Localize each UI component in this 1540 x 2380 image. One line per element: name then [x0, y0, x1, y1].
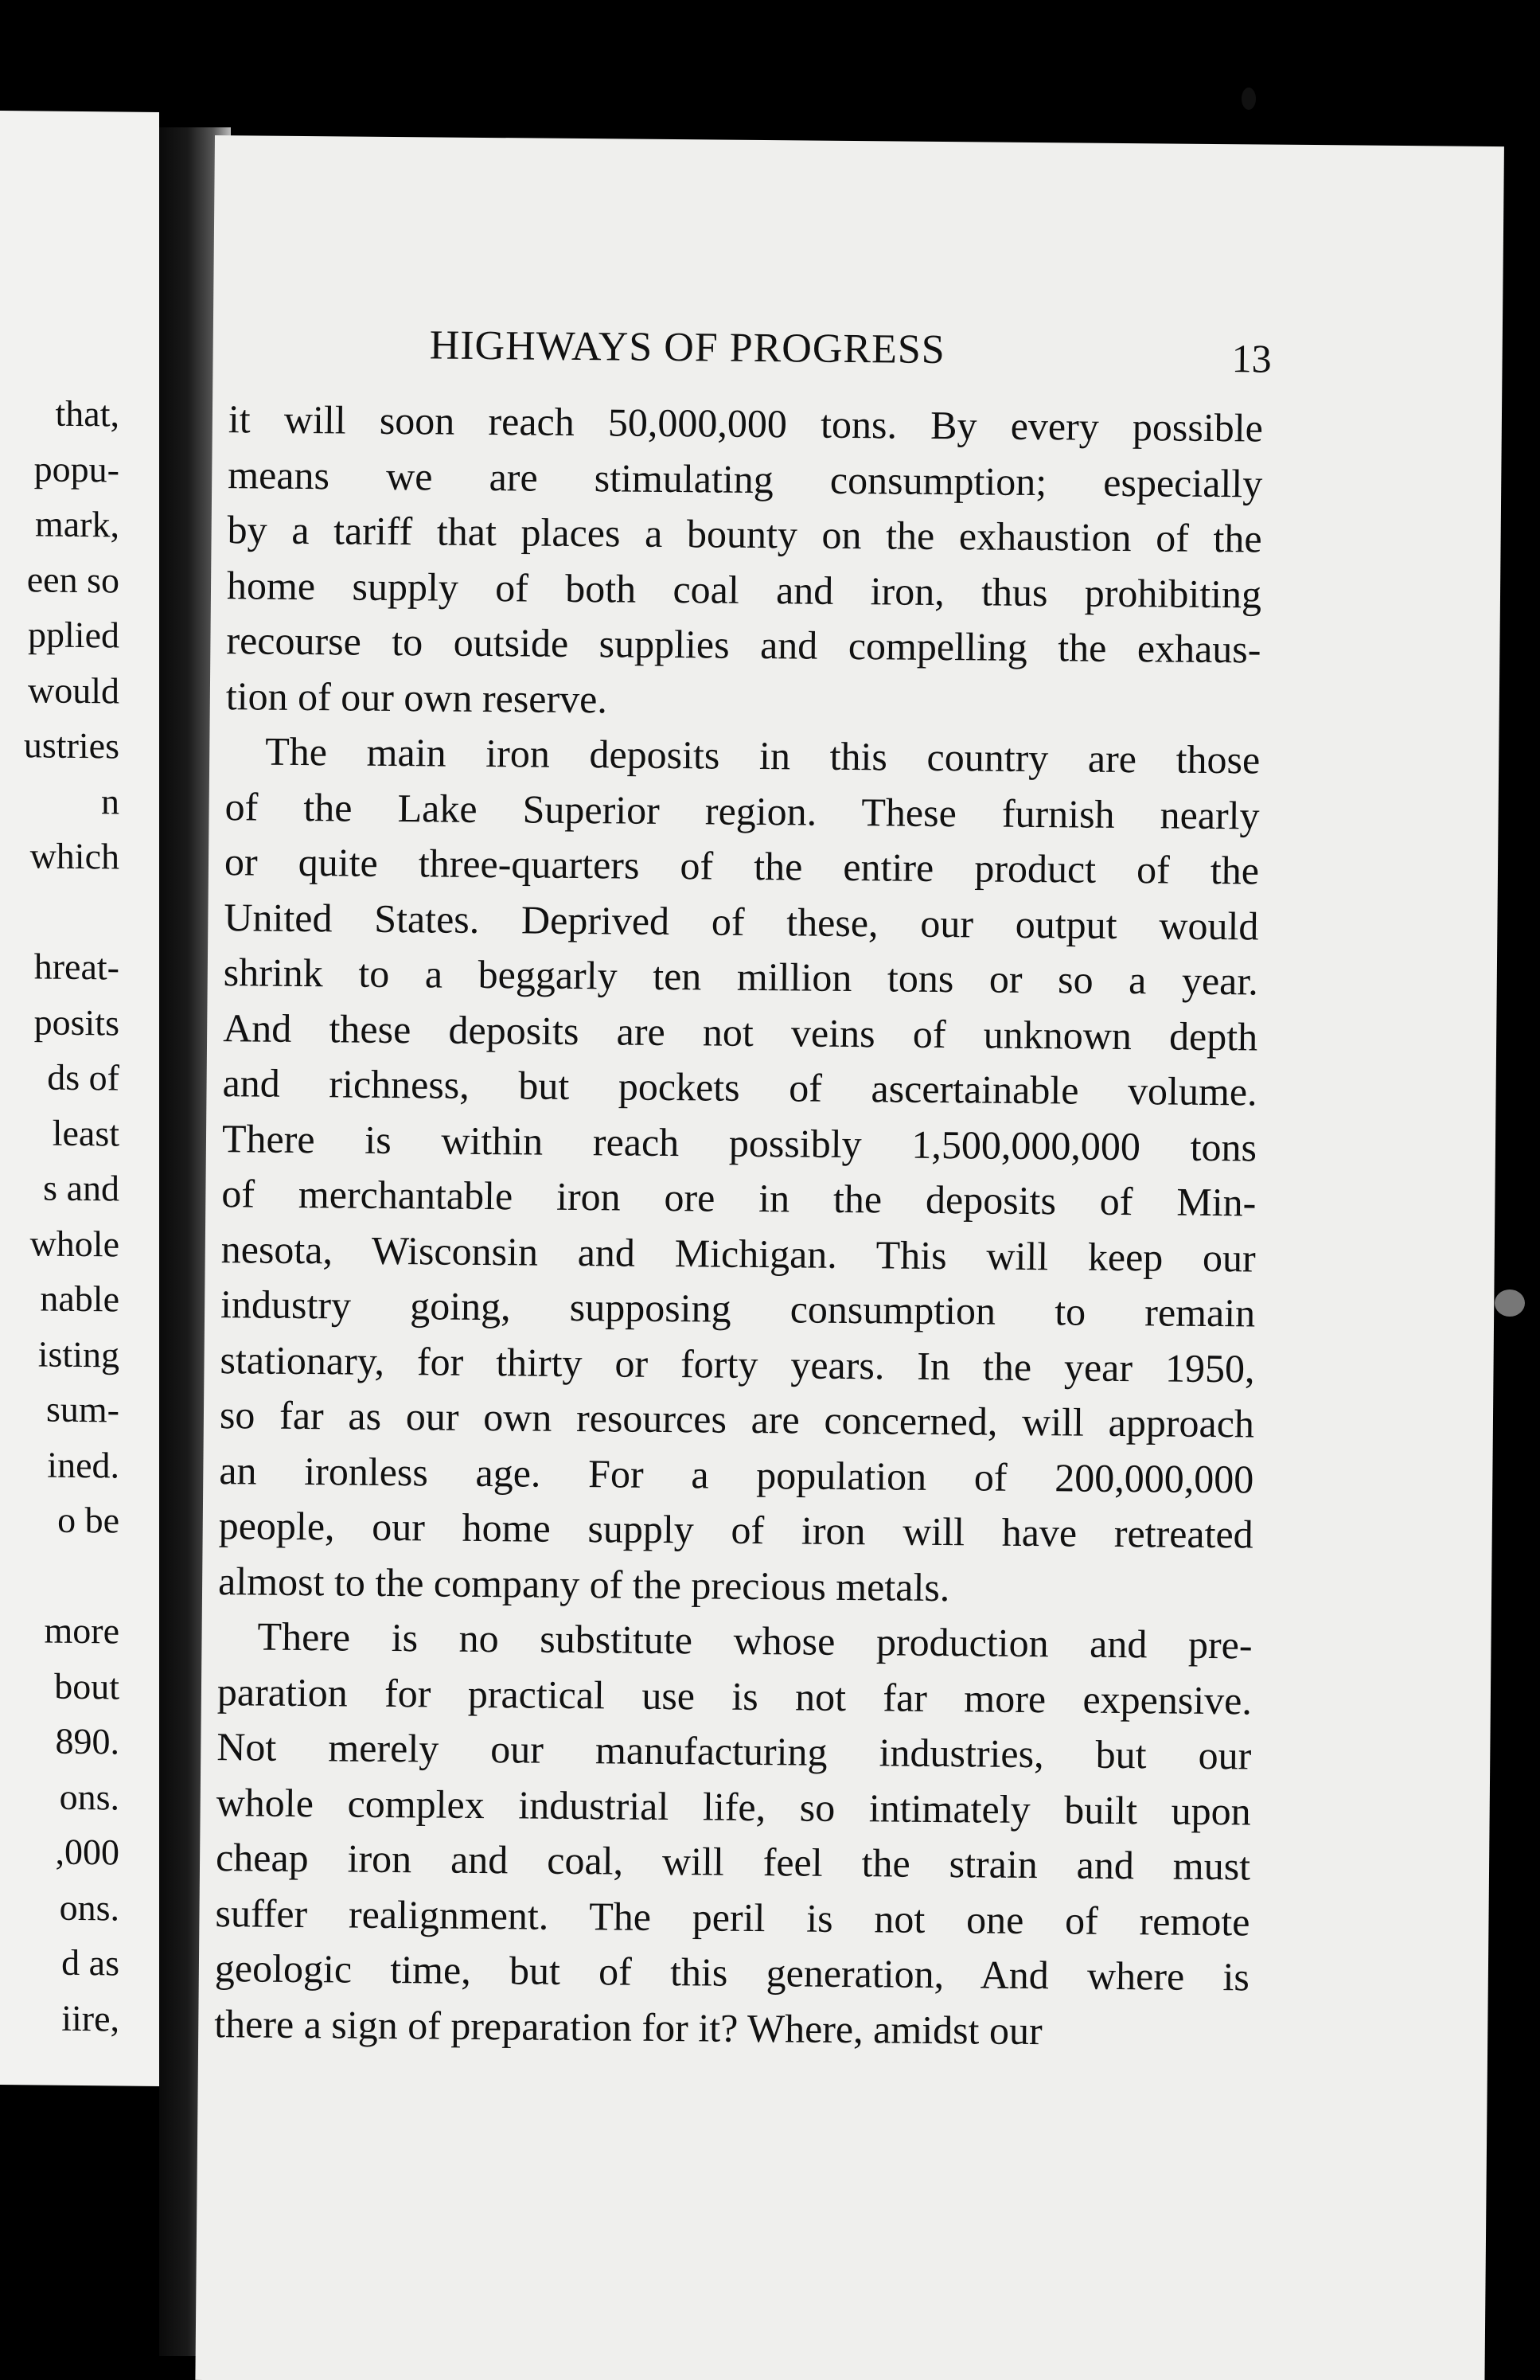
text-line: Not merely our manufacturing industries, but our [216, 1724, 1252, 1778]
ink-speck [1495, 1289, 1525, 1317]
left-page-line: ustries [23, 724, 119, 767]
ink-speck [1242, 88, 1256, 110]
text-line: it will soon reach 50,000,000 tons. By every possible [228, 396, 1264, 451]
text-line: recourse to outside supplies and compelling the exhaus- [226, 618, 1261, 672]
text-line: paration for practical use is not far more expensive. [216, 1668, 1253, 1723]
left-page-line: o be [57, 1499, 119, 1541]
left-page-line: bout [54, 1665, 119, 1707]
running-head: HIGHWAYS OF PROGRESS [429, 322, 945, 373]
left-page-line: isting [37, 1332, 119, 1375]
text-line: of merchantable iron ore in the deposits of Min- [221, 1171, 1257, 1225]
text-line: The main iron deposits in this country are those [265, 728, 1261, 782]
left-page-line: 890. [55, 1720, 119, 1762]
body-text [214, 392, 1263, 2060]
page-number: 13 [1231, 336, 1272, 381]
text-line: There is within reach possibly 1,500,000,000 tons [221, 1115, 1257, 1169]
text-line: geologic time, but of this generation, And where is [214, 1945, 1250, 2000]
text-line: cheap iron and coal, will feel the strain and must [215, 1835, 1251, 1889]
text-line: whole complex industrial life, so intimately built upon [216, 1779, 1251, 1833]
text-line: nesota, Wisconsin and Michigan. This will keep our [220, 1226, 1256, 1280]
left-page-line: mark, [34, 503, 119, 545]
text-line: almost to the company of the precious metals. [217, 1558, 950, 1609]
left-page-text [0, 385, 119, 2046]
text-line: there a sign of preparation for it? Where, amidst our [214, 2000, 1043, 2053]
left-page-line: which [29, 835, 119, 877]
text-line: so far as our own resources are concerned, will approach [219, 1392, 1255, 1446]
left-page-line: nable [40, 1278, 119, 1320]
right-page [195, 135, 1504, 2380]
left-page-line: ons. [59, 1886, 119, 1929]
text-line: by a tariff that places a bounty on the exhaustion of the [227, 507, 1262, 561]
text-line: home supply of both coal and iron, thus prohibiting [226, 562, 1262, 616]
text-line: suffer realignment. The peril is not one of remote [215, 1890, 1250, 1944]
left-facing-page [0, 111, 159, 2086]
left-page-line: posits [33, 1001, 119, 1044]
text-line: And these deposits are not veins of unknown depth [222, 1005, 1258, 1059]
left-page-line [0, 883, 119, 939]
left-page-line: sum- [46, 1388, 119, 1430]
left-page-line: popu- [33, 447, 119, 490]
left-page-line: n [101, 780, 119, 822]
left-page-line: would [28, 669, 119, 712]
left-page-line: hreat- [33, 946, 119, 988]
left-page-line: ,000 [55, 1831, 119, 1873]
left-page-line: least [52, 1112, 119, 1154]
text-line: There is no substitute whose production and pre- [257, 1613, 1253, 1668]
left-page-line: ds of [47, 1056, 119, 1098]
left-page-line: that, [55, 392, 119, 435]
left-page-line: ined. [47, 1444, 119, 1486]
left-page-line: more [44, 1609, 119, 1652]
left-page-line: pplied [28, 614, 119, 656]
text-line: and richness, but pockets of ascertainable volume. [222, 1060, 1257, 1114]
text-line: of the Lake Superior region. These furnish nearly [224, 783, 1260, 837]
left-page-line: whole [29, 1222, 119, 1265]
left-page-line: iire, [61, 1997, 119, 2039]
text-line: means we are stimulating consumption; especially [228, 451, 1263, 506]
text-line: stationary, for thirty or forty years. In the year 1950, [220, 1336, 1255, 1391]
text-line: an ironless age. For a population of 200,000,000 [219, 1447, 1254, 1501]
page-header [212, 320, 1503, 387]
text-line: people, our home supply of iron will have retreated [218, 1503, 1253, 1557]
text-line: tion of our own reserve. [225, 673, 608, 721]
text-line: industry going, supposing consumption to remain [220, 1282, 1256, 1336]
left-page-line: een so [26, 558, 119, 601]
left-page-line: ons. [59, 1776, 119, 1818]
left-page-line [0, 1547, 119, 1603]
text-line: shrink to a beggarly ten million tons or so a year. [223, 950, 1259, 1004]
text-line: or quite three-quarters of the entire product of the [224, 839, 1260, 893]
left-page-line: d as [61, 1941, 119, 1984]
text-line: United States. Deprived of these, our output would [224, 894, 1259, 948]
left-page-line: s and [43, 1167, 119, 1209]
